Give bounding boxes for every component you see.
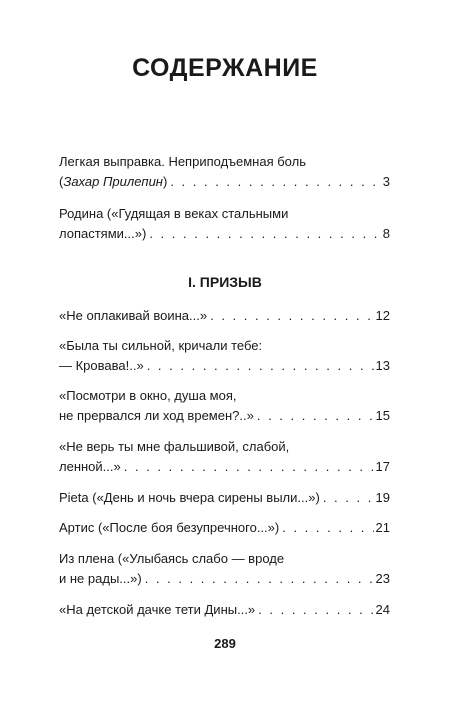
toc-entry-title-end: Pieta («День и ночь вчера сирены выли...») [59,490,320,505]
toc-page-number: 13 [375,358,390,373]
toc-page-number: 19 [375,490,390,505]
toc-entry-title-end: Артис («После боя безупречного...») [59,520,280,535]
toc-page-number: 17 [375,459,390,474]
page-number: 289 [214,636,236,651]
toc-entry-title-line: «Была ты сильной, кричали тебе: [59,338,263,353]
toc-entry [59,336,390,376]
dot-leader [170,172,380,192]
toc-page-number: 15 [375,408,390,423]
dot-leader [145,569,374,589]
toc-page-number: 24 [375,602,390,617]
toc-entry-title-line: «Посмотри в окно, душа моя, [59,388,237,403]
dot-leader [258,600,373,620]
toc-entry-prilepin [59,152,390,192]
toc-entry-title-line: Легкая выправка. Неприподъемная боль [59,154,306,169]
toc-entry-title-line: Родина («Гудящая в веках стальными [59,206,289,221]
toc-page-number: 23 [375,571,390,586]
section-heading: I. ПРИЗЫВ [188,274,262,290]
dot-leader [149,224,380,244]
dot-leader [282,518,373,538]
toc-entry-title-line: «Не верь ты мне фальшивой, слабой, [59,439,290,454]
page-title: СОДЕРЖАНИЕ [132,54,318,82]
dot-leader [210,306,373,326]
toc-entry [59,518,390,538]
toc-entry [59,488,390,508]
toc-entry-title-end: — Кровава!..» [59,358,144,373]
toc-entry [59,306,390,326]
toc-entry [59,549,390,589]
toc-entry-title-end: «На детской дачке тети Дины...» [59,602,256,617]
toc-entry-title-end: «Не оплакивай воина...» [59,308,208,323]
dot-leader [323,488,374,508]
toc-entry-author: (Захар Прилепин) [59,174,168,189]
toc-entry-title-end: лопастями...») [59,226,147,241]
toc-page-number: 3 [382,174,390,189]
toc-page-number: 8 [382,226,390,241]
toc-entry-title-end: ленной...» [59,459,121,474]
toc-entry-title-end: не прервался ли ход времен?..» [59,408,254,423]
toc-entry-title-line: Из плена («Улыбаясь слабо — вроде [59,551,285,566]
toc-entry [59,600,390,620]
dot-leader [147,356,374,376]
toc-entry [59,386,390,426]
toc-page-number: 21 [375,520,390,535]
dot-leader [124,457,374,477]
toc-entry-rodina [59,204,390,244]
toc-page-number: 12 [375,308,390,323]
toc-entry-title-end: и не рады...») [59,571,142,586]
dot-leader [257,406,374,426]
toc-entry [59,437,390,477]
